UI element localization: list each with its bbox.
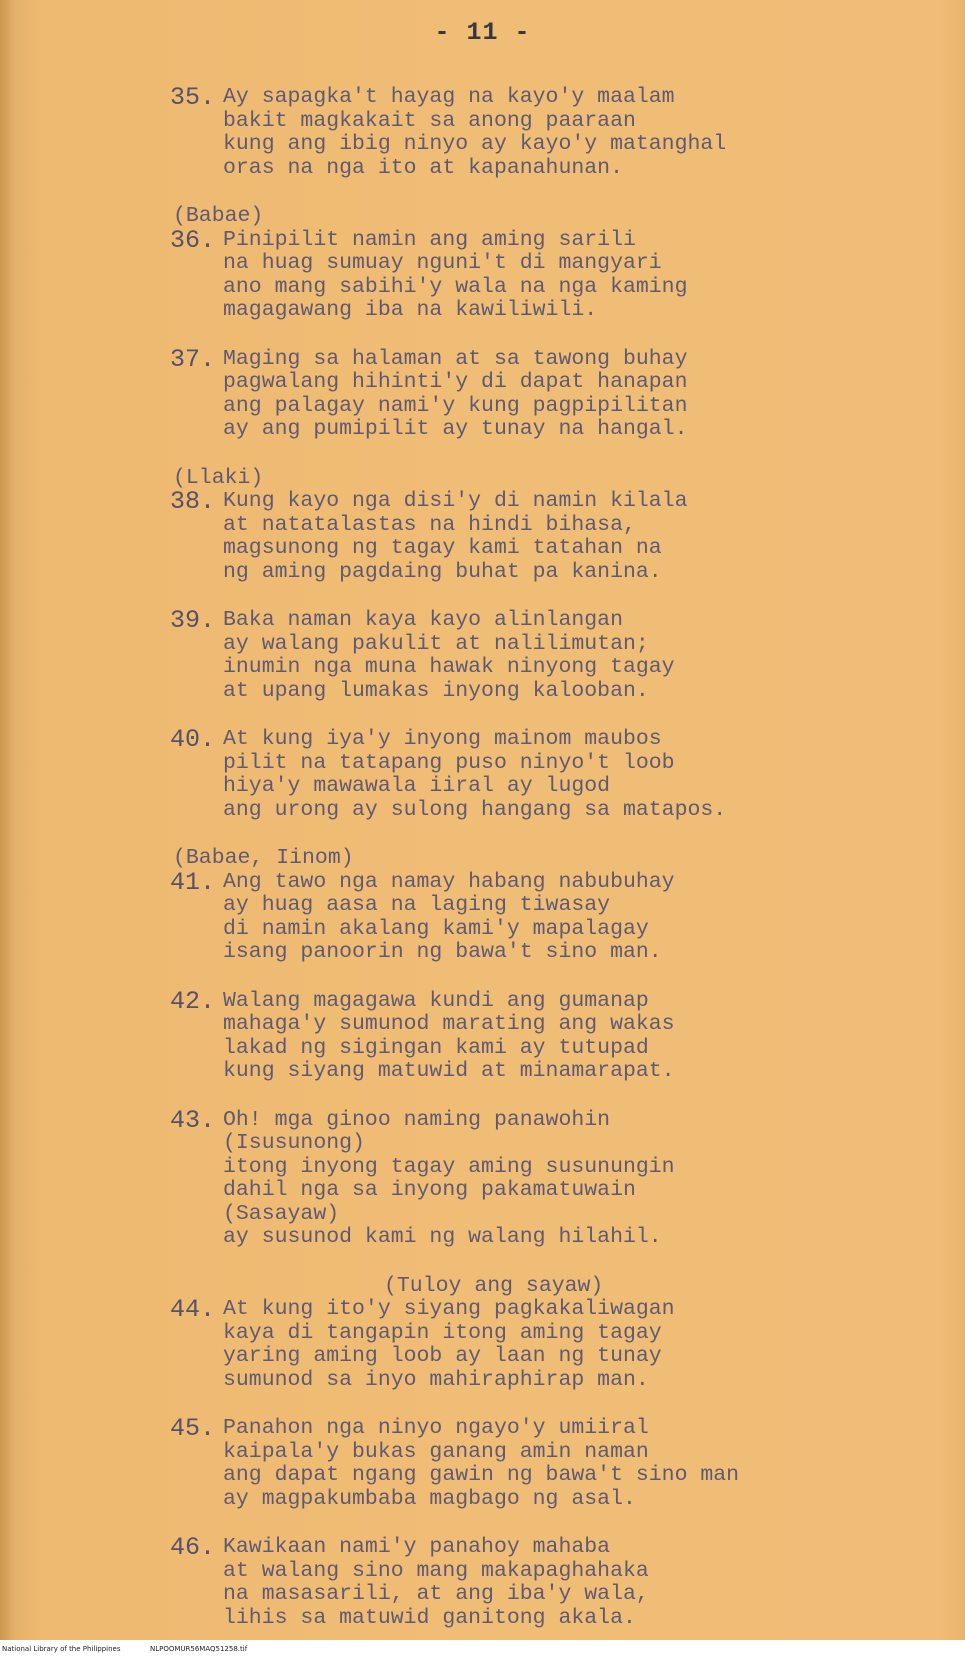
verse-line: ay magpakumbaba magbago ng asal.: [223, 1486, 636, 1511]
verse-line: magsunong ng tagay kami tatahan na: [223, 536, 662, 560]
verse-line: ng aming pagdaing buhat pa kanina.: [223, 559, 662, 584]
stanza-number: 42.: [170, 986, 216, 1016]
verse-line: at walang sino mang makapaghahaka: [223, 1558, 649, 1583]
verse-line: kaipala'y bukas ganang amin naman: [223, 1439, 649, 1464]
verse-line: Kung kayo nga disi'y di namin kilala: [223, 489, 688, 513]
verse-line: Baka naman kaya kayo alinlangan: [223, 608, 623, 632]
stanza-number: 44.: [170, 1295, 216, 1324]
verse-line: Ay sapagka't hayag na kayo'y maalam: [223, 85, 675, 109]
stanza-number: 38.: [170, 487, 216, 516]
stanza: [170, 344, 950, 442]
speaker-label: (Llaki): [173, 465, 264, 490]
verse-line: Oh! mga ginoo naming panawohin: [223, 1107, 611, 1132]
verse-line: oras na nga ito at kapanahunan.: [223, 155, 623, 180]
verse-line: isang panoorin ng bawa't sino man.: [223, 940, 662, 964]
verse-line: bakit magkakait sa anong paaraan: [223, 108, 636, 133]
stanza-number: 41.: [170, 867, 216, 897]
verse-line: at upang lumakas inyong kalooban.: [223, 678, 649, 703]
verse-line: ay walang pakulit at nalilimutan;: [223, 631, 649, 656]
verse-line: ay ang pumipilit ay tunay na hangal.: [223, 417, 688, 441]
verse-line: kung ang ibig ninyo ay kayo'y matanghal: [223, 132, 727, 156]
stanza: [170, 1414, 950, 1511]
verse-line: yaring aming loob ay laan ng tunay: [223, 1344, 662, 1368]
verse-line: ay susunod kami ng walang hilahil.: [223, 1225, 662, 1249]
verse-line: at natatalastas na hindi bihasa,: [223, 512, 636, 537]
scan-footer: [0, 1641, 965, 1658]
verse-line: lakad ng sigingan kami ay tutupad: [223, 1035, 649, 1060]
verse-line: inumin nga muna hawak ninyong tagay: [223, 655, 675, 679]
verse-line: ang urong ay sulong hangang sa matapos.: [223, 797, 727, 822]
stanza-number: 46.: [170, 1533, 216, 1562]
verse-line: magagawang iba na kawiliwili.: [223, 298, 598, 322]
stage-direction: (Tuloy ang sayaw): [384, 1273, 604, 1298]
verse-line: (Sasayaw): [223, 1201, 340, 1226]
verse-line: Pinipilit namin ang aming sarili: [223, 227, 636, 252]
stanza: [170, 606, 950, 703]
page-number: - 11 -: [434, 18, 531, 47]
stanza-number: 40.: [170, 725, 216, 754]
verse-line: ang palagay nami'y kung pagpipilitan: [223, 393, 688, 418]
stanza-number: 39.: [170, 606, 216, 635]
stanza-number: 35.: [170, 83, 216, 112]
verse-line: mahaga'y sumunod marating ang wakas: [223, 1012, 675, 1036]
verse-line: sumunod sa inyo mahiraphirap man.: [223, 1367, 649, 1392]
verse-line: At kung ito'y siyang pagkakaliwagan: [223, 1297, 675, 1321]
speaker-label: (Babae): [173, 204, 264, 228]
stanza: [170, 1295, 950, 1392]
verse-line: di namin akalang kami'y mapalagay: [223, 916, 649, 941]
stanza: [170, 1533, 950, 1630]
verse-line: itong inyong tagay aming susunungin: [223, 1154, 675, 1179]
verse-line: pagwalang hihinti'y di dapat hanapan: [223, 370, 688, 394]
verse-line: pilit na tatapang puso ninyo't loob: [223, 750, 675, 775]
footer-filename: NLPOOMUR56MAQ51258.tif: [150, 1645, 248, 1653]
verse-line: (Isusunong): [223, 1131, 365, 1155]
verse-line: ang dapat ngang gawin ng bawa't sino man: [223, 1463, 740, 1487]
stanza: [170, 986, 950, 1084]
verse-line: hiya'y mawawala iiral ay lugod: [223, 774, 611, 798]
speaker-label: (Babae, Iinom): [173, 846, 354, 870]
footer-library: National Library of the Philippines: [2, 1645, 121, 1653]
verse-line: lihis sa matuwid ganitong akala.: [223, 1605, 636, 1630]
verse-line: Kawikaan nami'y panahoy mahaba: [223, 1535, 611, 1559]
verse-line: ano mang sabihi'y wala na nga kaming: [223, 274, 688, 299]
stanza: [170, 487, 950, 584]
verse-line: Panahon nga ninyo ngayo'y umiiral: [223, 1416, 649, 1440]
stanza-number: 37.: [170, 344, 216, 374]
stanza-number: 45.: [170, 1414, 216, 1443]
verse-line: Ang tawo nga namay habang nabubuhay: [223, 869, 675, 894]
verse-line: ay huag aasa na laging tiwasay: [223, 893, 611, 917]
verse-line: kaya di tangapin itong aming tagay: [223, 1320, 662, 1345]
poem-body: [170, 83, 950, 1640]
verse-line: na masasarili, at ang iba'y wala,: [223, 1582, 649, 1606]
verse-line: At kung iya'y inyong mainom maubos: [223, 727, 662, 751]
stanza: [170, 867, 950, 965]
stanza: [170, 725, 950, 822]
verse-line: Walang magagawa kundi ang gumanap: [223, 988, 649, 1013]
verse-line: na huag sumuay nguni't di mangyari: [223, 251, 662, 275]
stanza-number: 36.: [170, 225, 216, 255]
verse-line: dahil nga sa inyong pakamatuwain: [223, 1178, 636, 1202]
verse-line: Maging sa halaman at sa tawong buhay: [223, 346, 688, 371]
verse-line: kung siyang matuwid at minamarapat.: [223, 1059, 675, 1083]
stanza: [170, 83, 950, 180]
stanza-number: 43.: [170, 1105, 216, 1135]
stanza: [170, 225, 950, 323]
stanza: [170, 1105, 950, 1250]
